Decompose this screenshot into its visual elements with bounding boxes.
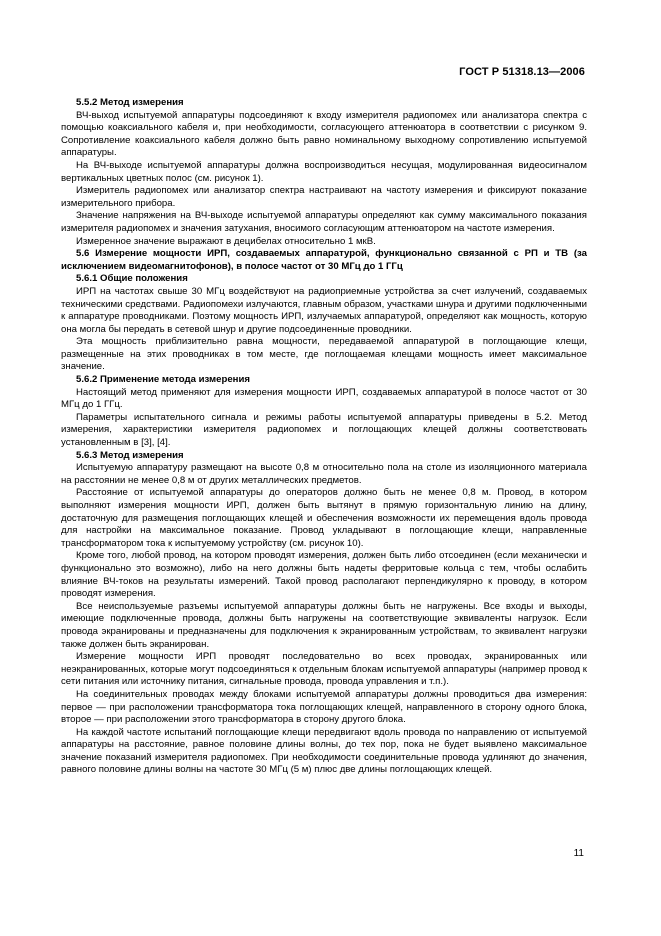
paragraph: Испытуемую аппаратуру размещают на высоте 0,8 м относительно пола на столе из изоляционного материала на расстоянии не менее 0,8 м от других металлических предметов. [61,462,587,486]
paragraph: Расстояние от испытуемой аппаратуры до операторов должно быть не менее 0,8 м. Провод, в котором выполняют измерения мощности ИРП, должен быть вытянут в прямую горизонтальную линию на длину, достаточную для размещения поглощающих клещей и обеспечения возможности их перемещения вдоль провода для настройки на максимальное показание. Провод укладывают в поглощающие клещи, направленные трансформатором тока к испытуемому устройству (см. рисунок 10). [61,487,587,549]
paragraph: Параметры испытательного сигнала и режимы работы испытуемой аппаратуры приведены в 5.2. Метод измерения, характеристики измерителя радиопомех и поглощающих клещей должны соответствовать установленным в [3], [4]. [61,411,587,449]
paragraph: Значение напряжения на ВЧ-выходе испытуемой аппаратуры определяют как сумму максимального показания измерителя радиопомех и значения затухания, вносимого согласующим аттенюатором на частоте измерения. [61,210,587,234]
paragraph: ИРП на частотах свыше 30 МГц воздействуют на радиоприемные устройства за счет излучений, создаваемых техническими средствами. Радиопомехи излучаются, главным образом, участками шнура и другими подключенными к аппаратуре проводниками. Поэтому мощность ИРП, излучаемых аппаратурой, определяют как мощность, которую она могла бы передать в сетевой шнур и другие подсоединенные проводники. [61,285,587,335]
section-heading: 5.6.2 Применение метода измерения [76,374,250,386]
section-heading: 5.5.2 Метод измерения [76,97,184,108]
paragraph: Измеритель радиопомех или анализатор спектра настраивают на частоту измерения и фиксируют показание измерительного прибора. [61,185,587,209]
paragraph: Эта мощность приблизительно равна мощности, передаваемой аппаратурой в поглощающие клещи, размещенные на этих проводниках в том месте, где поглощаемая клещами мощность имеет максимальное значение. [61,336,587,373]
paragraph: На соединительных проводах между блоками испытуемой аппаратуры должны проводиться два измерения: первое — при расположении трансформатора тока поглощающих клещей, направленного в сторону одного блока, второе — при расположении этого трансформатора в сторону другого блока. [61,688,587,726]
section-heading: 5.6 Измерение мощности ИРП, создаваемых аппаратурой, функционально связанной с РП и ТВ (за исключением видеомагнитофонов), в полосе частот от 30 МГц до 1 ГГц [61,248,587,272]
paragraph: Настоящий метод применяют для измерения мощности ИРП, создаваемых аппаратурой в полосе частот от 30 МГц до 1 ГГц. [61,386,587,411]
section-heading: 5.6.1 Общие положения [76,273,188,285]
paragraph: ВЧ-выход испытуемой аппаратуры подсоединяют к входу измерителя радиопомех или анализатора спектра с помощью коаксиального кабеля и, при необходимости, согласующего аттенюатора в соответствии с рисунком 9. Сопротивление коаксиального кабеля должно быть равно номинальному выходному сопротивлению испытуемой аппаратуры. [61,109,587,159]
document-code: ГОСТ Р 51318.13—2006 [459,66,585,78]
paragraph: На каждой частоте испытаний поглощающие клещи передвигают вдоль провода по направлению от испытуемой аппаратуры на расстояние, равное половине длины волны, до тех пор, пока не будет выявлено максимальное значение показаний измерителя радиопомех. При необходимости соединительные провода удлиняют до значения, равного половине длины волны на частоте 30 МГц (5 м) плюс две длины поглощающих клещей. [61,726,587,776]
page-body [61,97,587,777]
section-heading: 5.6.3 Метод измерения [76,449,184,461]
paragraph: Кроме того, любой провод, на котором проводят измерения, должен быть либо отсоединен (если механически и функционально это возможно), либо на него должны быть надеты ферритовые кольца с тем, чтобы ослабить влияние ВЧ-токов на результаты измерений. Такой провод располагают перпендикулярно к проводу, в котором проводят измерения. [61,550,587,600]
page-number: 11 [573,848,584,859]
paragraph: Все неиспользуемые разъемы испытуемой аппаратуры должны быть не нагружены. Все входы и выходы, имеющие подключенные провода, должны быть нагружены на соответствующие эквиваленты нагрузок. Если провода экранированы и предназначены для подключения к экранированным устройствам, то эквивалент нагрузки также должен быть экранирован. [61,600,587,650]
paragraph: Измеренное значение выражают в децибелах относительно 1 мкВ. [76,235,376,247]
paragraph: На ВЧ-выходе испытуемой аппаратуры должна воспроизводиться несущая, модулированная видеосигналом вертикальных цветных полос (см. рисунок 1). [61,159,587,184]
paragraph: Измерение мощности ИРП проводят последовательно во всех проводах, экранированных или неэкранированных, которые могут подсоединяться к отдельным блокам испытуемой аппаратуры (например провод к сети питания или источнику питания, сигнальные провода, провода управления и т.п.). [61,651,587,688]
